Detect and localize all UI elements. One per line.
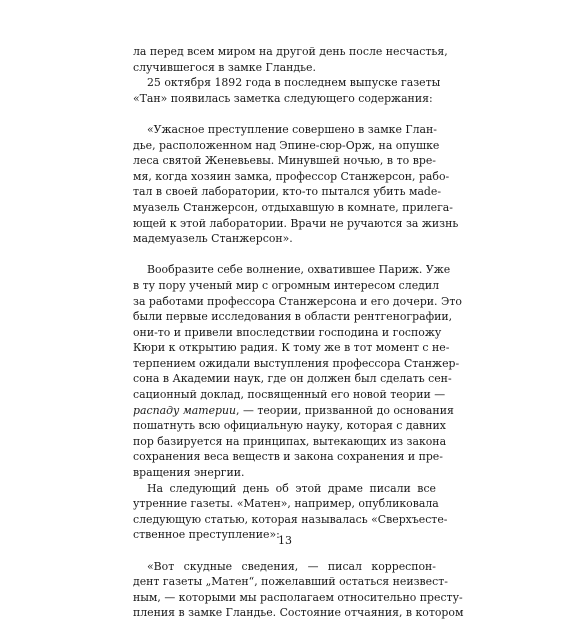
text-line: утренние газеты. «Матен», например, опубликовала: [133, 497, 439, 511]
spacer: [133, 247, 436, 263]
text-line: случившегося в замке Гландье.: [133, 60, 316, 74]
text-line: 25 октября 1892 года в последнем выпуске газеты: [147, 76, 441, 90]
paragraph-continuation: [133, 44, 448, 75]
text-line: дент газеты „Матен“, пожелавший остаться неизвест-: [133, 575, 448, 589]
text-line: ющей к этой лаборатории. Врачи не ручаются за жизнь: [133, 216, 459, 230]
text-line: сохранения веса веществ и закона сохранения и пре-: [133, 450, 443, 464]
text-line-italic: [133, 403, 454, 419]
text-line: сационный доклад, посвященный его новой теории —: [133, 388, 446, 402]
text-line: вращения энергии.: [133, 466, 245, 480]
text-line: пошатнуть всю официальную науку, которая с давних: [133, 419, 446, 433]
text-line: Кюри к открытию радия. К тому же в тот момент с не-: [133, 341, 450, 355]
text-line: леса святой Женевьевы. Минувшей ночью, в то вре-: [133, 154, 436, 168]
text-line: пор базируется на принципах, вытекающих из закона: [133, 434, 447, 448]
quote-tan: [133, 122, 459, 247]
text-line: следующую статью, которая называлась «Сверхъесте-: [133, 512, 448, 526]
text-line: ственное преступление»:: [133, 528, 280, 542]
text-line: за работами профессора Станжерсона и его дочери. Это: [133, 294, 462, 308]
text-line: терпением ожидали выступления профессора Станжер-: [133, 356, 460, 370]
text-fragment: , — теории, призванной до основания: [236, 403, 454, 417]
text-line: На следующий день об этой драме писали все: [147, 481, 436, 495]
text-line: были первые исследования в области рентгенографии,: [133, 310, 453, 324]
text-line: Вообразите себе волнение, охватившее Париж. Уже: [147, 263, 451, 277]
text-line: они-то и привели впоследствии господина и госпожу: [133, 325, 442, 339]
spacer: [133, 106, 436, 122]
text-line: муазель Станжерсон, отдыхавшую в комнате, прилега-: [133, 200, 453, 214]
text-line: «Ужасное преступление совершено в замке Глан-: [147, 122, 437, 136]
text-line: ла перед всем миром на другой день после несчастья,: [133, 45, 448, 58]
text-line: «Вот скудные сведения, — писал корреспон-: [147, 559, 436, 573]
quote-maten: [133, 559, 464, 621]
text-line: дье, расположенном над Эпине-сюр-Орж, на опушке: [133, 138, 440, 152]
italic-phrase: распаду материи: [133, 403, 237, 417]
text-line: тал в своей лаборатории, кто-то пытался убить мade-: [133, 185, 442, 199]
text-line: пления в замке Гландье. Состояние отчаяния, в котором: [133, 606, 464, 620]
text-line: «Тан» появилась заметка следующего содержания:: [133, 91, 433, 105]
text-line: сона в Академии наук, где он должен был сделать сен-: [133, 372, 452, 386]
text-line: мадемуазель Станжерсон».: [133, 232, 293, 246]
text-line: ным, — которыми мы располагаем относительно престу-: [133, 590, 463, 604]
text-line: в ту пору ученый мир с огромным интересом следил: [133, 278, 440, 292]
paragraph-paris: [133, 262, 462, 480]
paragraph-tan-intro: [133, 75, 441, 106]
page-number: 13: [278, 534, 292, 547]
text-line: мя, когда хозяин замка, профессор Станжерсон, рабо-: [133, 169, 450, 183]
